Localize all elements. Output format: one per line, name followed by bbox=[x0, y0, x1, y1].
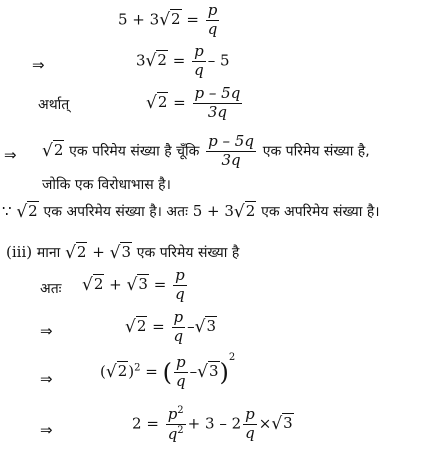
arrow-4: ⇒ bbox=[4, 146, 17, 164]
contradiction-line: जोकि एक विरोधाभास है। bbox=[42, 177, 171, 193]
equals: = bbox=[186, 10, 199, 29]
arrow-9: ⇒ bbox=[40, 322, 53, 340]
arthat-label: अर्थात् bbox=[38, 97, 70, 113]
eq-line-11: 2 = $\frac{p^2}{q^2}$ + 3 – 2 $\frac{p}{q}$ ×√3 bbox=[132, 405, 293, 443]
frac-p-q: $\frac{p}{q}$ bbox=[173, 308, 184, 345]
arrow-10: ⇒ bbox=[40, 370, 53, 388]
frac-p-q: $\frac{p}{q}$ bbox=[176, 353, 186, 390]
sqrt-3: √3 bbox=[109, 243, 131, 263]
sqrt-2: √2 bbox=[145, 51, 167, 72]
part-label: (iii) bbox=[6, 243, 33, 261]
sqrt-3: √3 bbox=[194, 317, 217, 338]
frac-p-q: $\frac{p}{q}$ bbox=[194, 42, 204, 79]
eq-line-8: √2 + √3 = $\frac{p}{q}$ bbox=[82, 266, 185, 303]
sqrt-2: √2 bbox=[125, 317, 147, 338]
eq-line-3: √2 = $\frac{p - 5q}{3q}$ bbox=[146, 84, 241, 121]
eq-line-1 bbox=[118, 3, 221, 38]
conclusion-line: ∵ √2 एक अपरिमेय संख्या है। अतः 5 + 3√2 एक अपरिमेय संख्या है। bbox=[2, 202, 380, 222]
sqrt-3: √3 bbox=[126, 275, 148, 296]
statement-line-4: √2 एक परिमेय संख्या है चूँकि $\frac{p - 5q}{3q}$ एक परिमेय संख्या है, bbox=[42, 132, 370, 169]
sqrt-2: √2 bbox=[82, 275, 104, 296]
frac-p5q-3q: $\frac{p - 5q}{3q}$ bbox=[208, 132, 254, 169]
eq-line-9: √2 = $\frac{p}{q}$ –√3 bbox=[125, 308, 217, 345]
frac-p2-q2: $\frac{p^2}{q^2}$ bbox=[167, 405, 184, 443]
term: 5 + 3 bbox=[118, 10, 160, 29]
frac-p5q-3q: $\frac{p - 5q}{3q}$ bbox=[194, 84, 241, 121]
sqrt-3: √3 bbox=[271, 414, 293, 435]
frac-p-q: $\frac{p}{q}$ bbox=[175, 266, 185, 303]
arrow-11: ⇒ bbox=[40, 421, 53, 439]
sqrt-2: √2 bbox=[146, 93, 168, 114]
part-iii-line: (iii) माना √2 + √3 एक परिमेय संख्या है bbox=[6, 243, 240, 263]
sqrt-2: √2 bbox=[233, 202, 256, 222]
sqrt-3: √3 bbox=[197, 362, 219, 383]
sqrt-2: √2 bbox=[42, 141, 64, 162]
sqrt-2: √2 bbox=[159, 10, 181, 31]
frac-p-q: $\frac{p}{q}$ bbox=[207, 1, 218, 38]
ata-label: अतः bbox=[40, 281, 62, 297]
sqrt-2: √2 bbox=[16, 202, 38, 222]
eq-line-10: $(√2)^2$ = ( $\frac{p}{q}$ –√3)$^2$ bbox=[100, 352, 236, 390]
frac-p-q: $\frac{p}{q}$ bbox=[245, 405, 255, 442]
sqrt-2: √2 bbox=[65, 243, 87, 263]
eq-line-2: 3√2 = $\frac{p}{q}$ – 5 bbox=[136, 42, 230, 79]
arrow-2: ⇒ bbox=[32, 56, 45, 74]
sqrt-2: √2 bbox=[105, 362, 128, 383]
